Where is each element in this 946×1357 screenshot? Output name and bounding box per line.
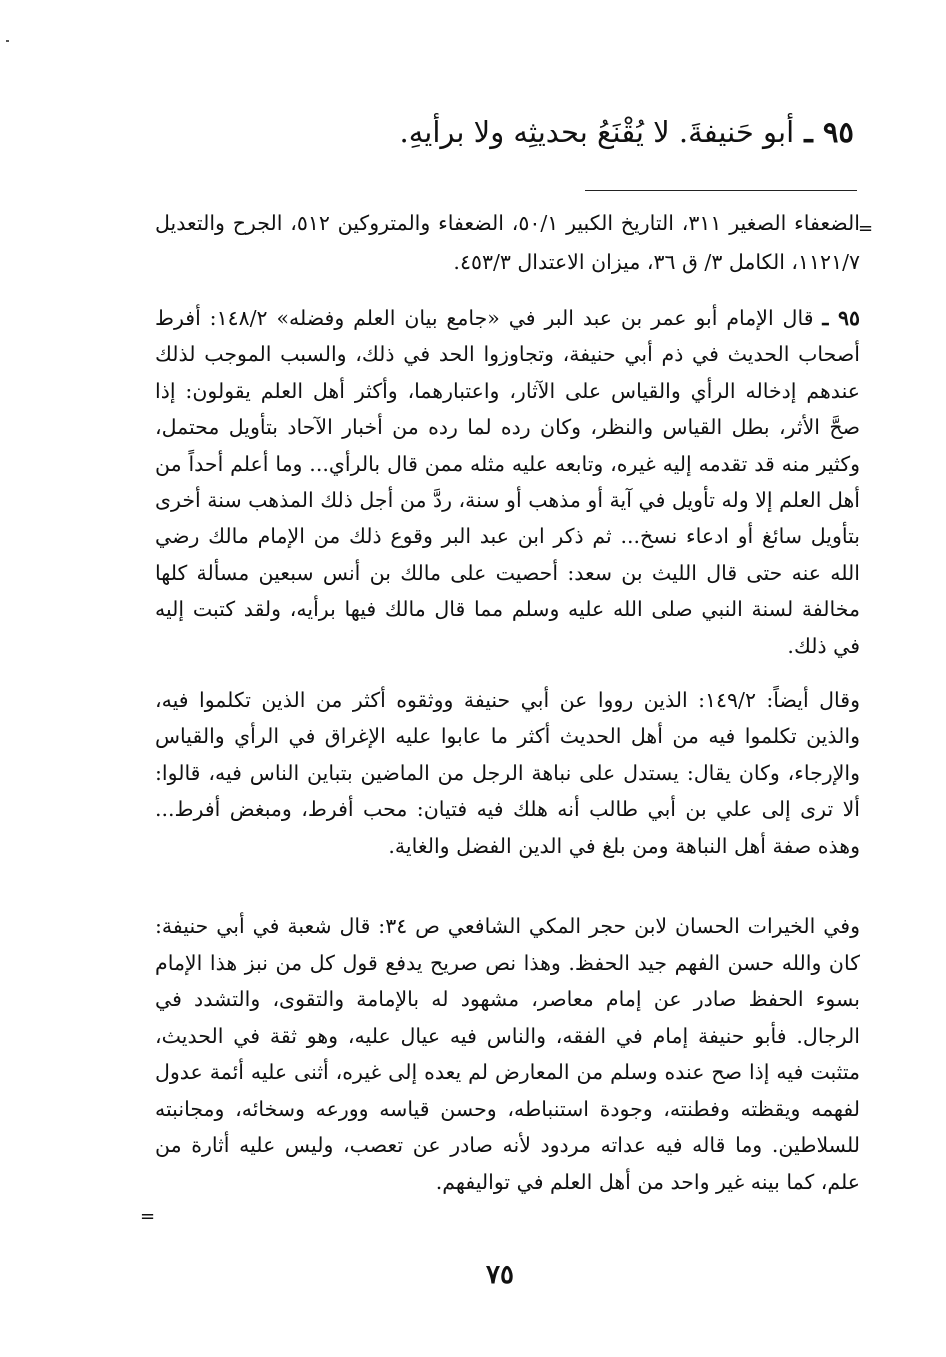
scan-speck bbox=[6, 40, 9, 42]
margin-continuation-mark: = bbox=[858, 218, 874, 239]
page-number: ٧٥ bbox=[486, 1260, 514, 1290]
commentary-paragraph-1 bbox=[155, 300, 860, 664]
entry-heading bbox=[94, 108, 854, 156]
footnote-separator-rule bbox=[585, 190, 857, 191]
commentary-paragraph-3: وفي الخيرات الحسان لابن حجر المكي الشافعي ص ٣٤: قال شعبة في أبي حنيفة: كان والله حسن الفهم جيد الحفظ. وهذا نص صريح يدفع قول كل من نبز هذا الإمام بسوء الحفظ صادر عن إمام معاصر، مشهود له بالإمامة والتقوى، والتشدد في الرجال. فأبو حنيفة إمام في الفقه، والناس فيه عيال عليه، وهو ثقة في الحديث، متثبت فيه إذا صح عنده وسلم من المعارض لم يعده إلى غيره، أثنى عليه أئمة عدول لفهمه ويقظته وفطنته، وجودة استنباطه، وحسن قياسه وورعه وسخائه، ومجانبته للسلاطين. وما قاله فيه عداته مردود لأنه صادر عن تعصب، وليس عليه أثارة من علم، كما بينه غير واحد من أهل العلم في تواليفهم. bbox=[155, 914, 860, 1194]
commentary-paragraph-2 bbox=[155, 682, 860, 864]
commentary-text-1: قال الإمام أبو عمر بن عبد البر في «جامع بيان العلم وفضله» ١٤٨/٢: أفرط أصحاب الحديث في ذم أبي حنيفة، وتجاوزوا الحد في ذلك، والسبب الموجب لذلك عندهم إدخاله الرأي والقياس على الآثار، واعتبارهما، وأكثر أهل العلم يقولون: إذا صحَّ الأثر، بطل القياس والنظر، وكان رده لما رده من أخبار الآحاد بتأويل محتمل، وكثير منه قد تقدمه إليه غيره، وتابعه عليه مثله ممن قال بالرأي... وما أعلم أحداً من أهل العلم إلا وله تأويل في آية أو مذهب أو سنة، ردَّ من أجل ذلك المذهب سنة أخرى بتأويل سائغ أو ادعاء نسخ... ثم ذكر ابن عبد البر وقوع ذلك من الإمام مالك رضي الله عنه حتى قال الليث بن سعد: أحصيت على مالك بن أنس سبعين مسألة كلها مخالفة لسنة النبي صلى الله عليه وسلم مما قال مالك فيها برأيه، ولقد كتبت إليه في ذلك. bbox=[155, 306, 860, 658]
references-note: الضعفاء الصغير ٣١١، التاريخ الكبير ٥٠/١، الضعفاء والمتروكين ٥١٢، الجرح والتعديل ١١٢١/٧، الكامل ٣/ ق ٣٦، ميزان الاعتدال ٤٥٣/٣. bbox=[155, 211, 860, 274]
entry-text: أبو حَنيفةَ. لا يُقْنَعُ بحديثِه ولا برأيهِ. bbox=[399, 115, 795, 149]
commentary-text-2: الذين رووا عن أبي حنيفة ووثقوه أكثر من الذين تكلموا فيه، والذين تكلموا فيه من أهل الحديث أكثر ما عابوا عليه الإغراق في الرأي والقياس والإرجاء، وكان يقال: يستدل على نباهة الرجل من الماضين بتباين الناس فيه، قالوا: ألا ترى إلى علي بن أبي طالب أنه هلك فيه فتيان: محب أفرط، ومبغض أفرط... وهذه صفة أهل النباهة ومن بلغ في الدين الفضل والغاية. bbox=[155, 688, 860, 858]
margin-continuation-mark-bottom: = bbox=[140, 1206, 156, 1227]
commentary-entry-number: ٩٥ ـ bbox=[822, 306, 860, 330]
entry-number: ٩٥ ـ bbox=[804, 115, 854, 149]
commentary-lead-2: وقال أيضاً: ١٤٩/٢: bbox=[698, 688, 860, 712]
